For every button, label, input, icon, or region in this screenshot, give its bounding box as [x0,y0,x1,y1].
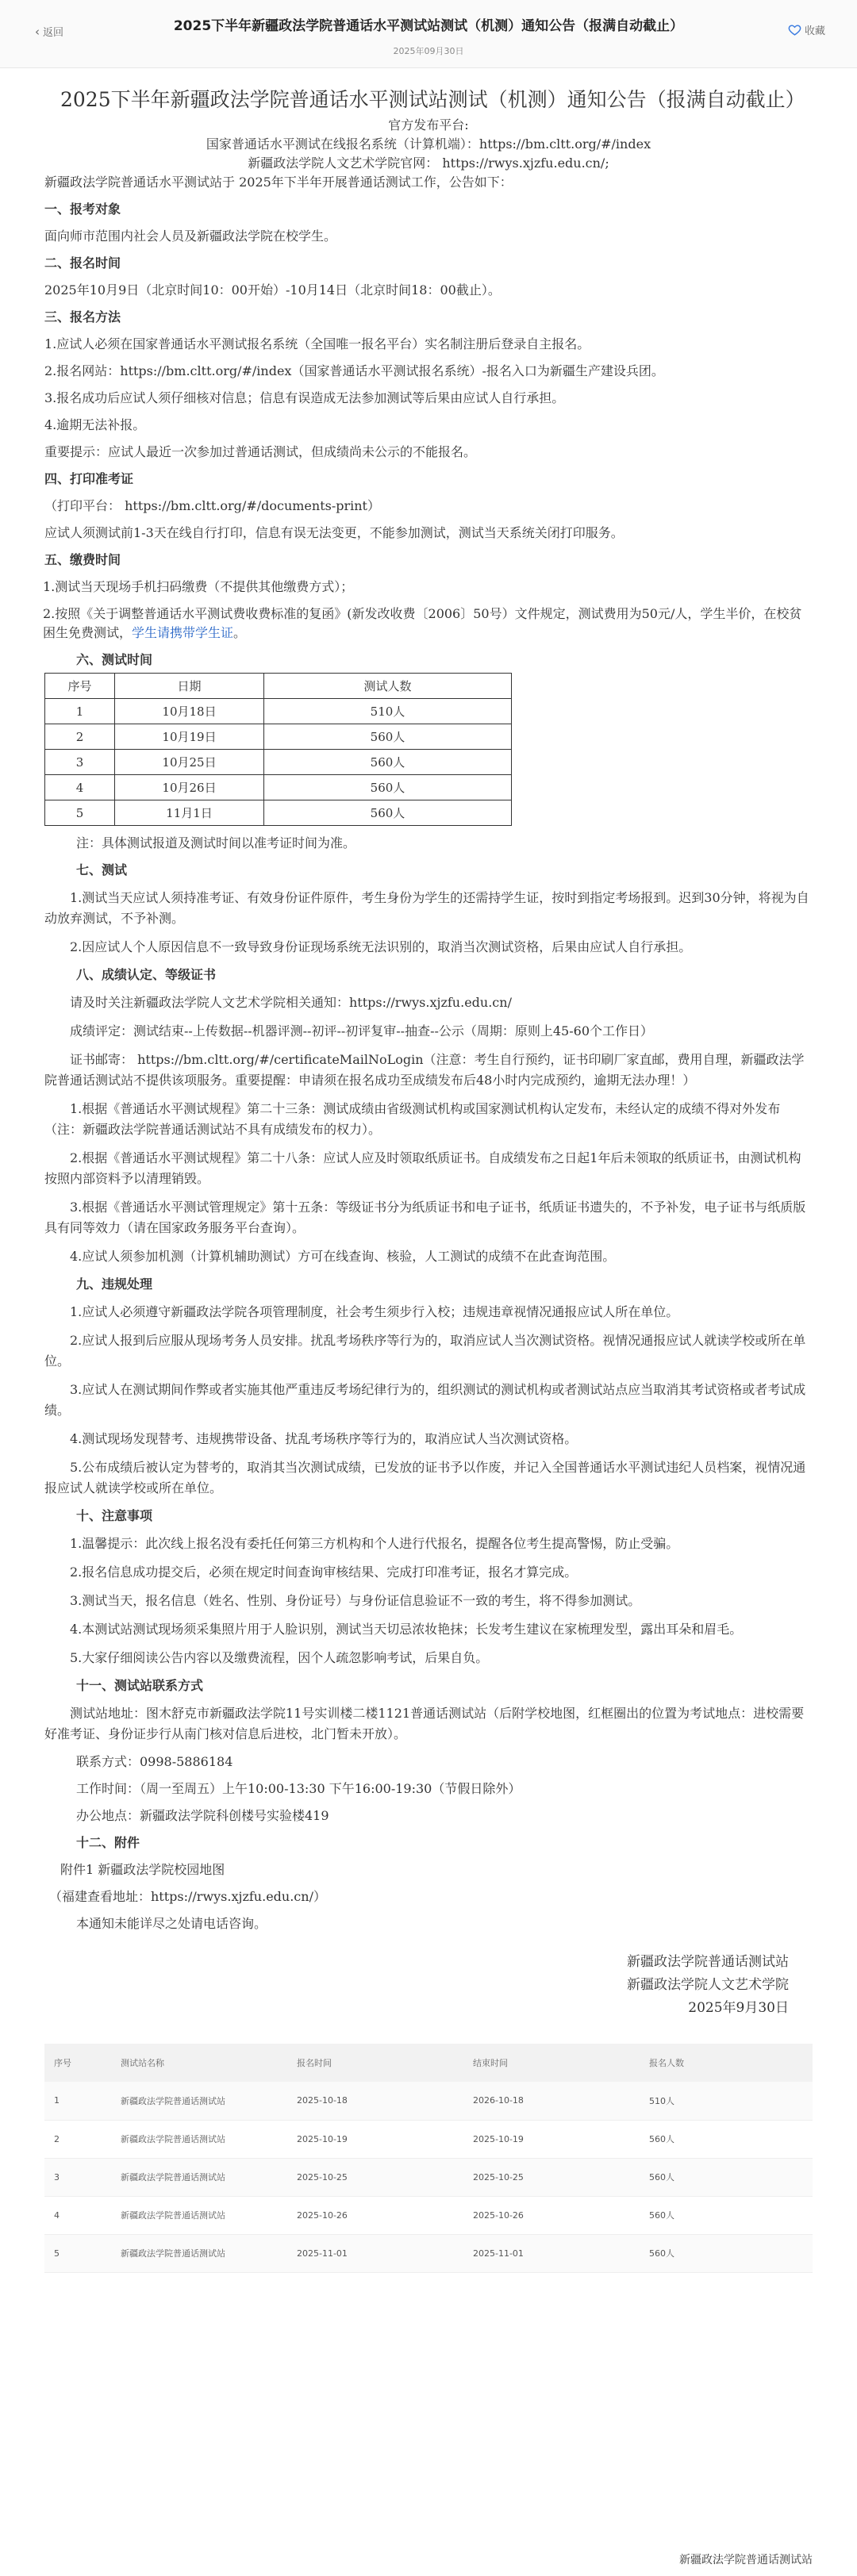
table-cell: 新疆政法学院普通话测试站 [121,2158,297,2196]
data-table-header-cell: 报名人数 [649,2044,813,2082]
section-8-item: 4.应试人须参加机测（计算机辅助测试）方可在线查询、核验，人工测试的成绩不在此查询范围。 [70,1249,616,1264]
back-button[interactable] [35,24,63,39]
schedule-row [45,699,512,724]
section-7-title: 七、测试 [76,862,128,877]
schedule-cell: 10月19日 [115,724,264,750]
schedule-row [45,724,512,750]
header-date: 2025年09月30日 [393,46,464,56]
section-7-item: 2.因应试人个人原因信息不一致导致身份证现场系统无法识别的，取消当次测试资格，后果由应试人自行承担。 [70,939,692,954]
table-row [44,2234,813,2272]
table-cell: 4 [44,2196,121,2234]
section-10-item: 5.大家仔细阅读公告内容以及缴费流程，因个人疏忽影响考试，后果自负。 [70,1650,489,1665]
section-9-title: 九、违规处理 [76,1276,153,1292]
data-table-header-row [44,2044,813,2082]
schedule-header-cell: 序号 [45,674,115,699]
header-title: 2025下半年新疆政法学院普通话水平测试站测试（机测）通知公告（报满自动截止） [173,18,684,34]
table-row [44,2158,813,2196]
table-cell: 2025-10-19 [473,2120,649,2158]
table-cell: 2 [44,2120,121,2158]
schedule-cell: 11月1日 [115,800,264,826]
data-table-header-cell: 结束时间 [473,2044,649,2082]
table-cell: 2025-10-25 [297,2158,473,2196]
section-10-item: 4.本测试站测试现场须采集照片用于人脸识别，测试当天切忌浓妆艳抹；长发考生建议在家梳理发型，露出耳朵和眉毛。 [70,1622,743,1637]
section-9-item: 3.应试人在测试期间作弊或者实施其他严重违反考场纪律行为的，组织测试的测试机构或者测试站点应当取消其考试资格或者考试成绩。 [44,1382,806,1418]
section-5-item-end: 。 [233,625,247,640]
schedule-cell: 560人 [264,750,512,775]
schedule-cell: 10月26日 [115,775,264,800]
table-cell: 2025-10-19 [297,2120,473,2158]
section-8-item[interactable]: 证书邮寄： https://bm.cltt.org/#/certificateMailNoLogin（注意：考生自行预约，证书印刷厂家直邮，费用自理，新疆政法学院普通话测试站不提供该项服务。重要提醒：申请须在报名成功至成绩发布后48小时内完成预约，逾期无法办理！） [44,1052,805,1088]
section-5-item-text: 2.按照《关于调整普通话水平测试费收费标准的复函》(新发改收费〔2006〕50号）文件规定，测试费用为50元/人，学生半价，在校贫困生免费测试， [43,606,802,640]
table-cell: 1 [44,2082,121,2120]
section-6-title: 六、测试时间 [76,652,153,667]
table-cell: 510人 [649,2082,813,2120]
signature-line-1: 新疆政法学院普通话测试站 [627,1954,789,1970]
article-title: 2025下半年新疆政法学院普通话水平测试站测试（机测）通知公告（报满自动截止） [60,88,805,111]
table-cell: 3 [44,2158,121,2196]
section-1-title: 一、报考对象 [44,202,121,217]
section-8-item: 3.根据《普通话水平测试管理规定》第十五条：等级证书分为纸质证书和电子证书，纸质证书遗失的，不予补发，电子证书与纸质版具有同等效力（请在国家政务服务平台查询）。 [44,1200,806,1235]
section-3-item: 3.报名成功后应试人须仔细核对信息；信息有误造成无法参加测试等后果由应试人自行承担。 [44,390,565,405]
schedule-cell: 10月25日 [115,750,264,775]
schedule-header-row [45,674,512,699]
attachment-url[interactable]: （福建查看地址：https://rwys.xjzfu.edu.cn/） [49,1889,326,1904]
back-label: 返回 [43,27,64,39]
registration-data-table [44,2044,813,2273]
section-6-note: 注：具体测试报道及测试时间以准考证时间为准。 [76,835,356,850]
table-cell: 5 [44,2234,121,2272]
section-3-item: 2.报名网站：https://bm.cltt.org/#/index（国家普通话水平测试报名系统）-报名入口为新疆生产建设兵团。 [44,363,664,378]
section-7-item: 1.测试当天应试人须持准考证、有效身份证件原件，考生身份为学生的还需持学生证，按时到指定考场报到。迟到30分钟，将视为自动放弃测试，不予补测。 [44,890,809,926]
schedule-cell: 560人 [264,800,512,826]
table-cell: 2026-10-18 [473,2082,649,2120]
schedule-row [45,750,512,775]
section-9-item: 4.测试现场发现替考、违规携带设备、扰乱考场秩序等行为的，取消应试人当次测试资格。 [70,1431,578,1446]
section-9-item: 1.应试人必须遵守新疆政法学院各项管理制度，社会考生须步行入校；违规违章视情况通报应试人所在单位。 [70,1304,679,1319]
closing-text: 本通知未能详尽之处请电话咨询。 [76,1916,267,1931]
schedule-cell: 2 [45,724,115,750]
section-8-item: 1.根据《普通话水平测试规程》第二十三条：测试成绩由省级测试机构或国家测试机构认定发布，未经认定的成绩不得对外发布（注：新疆政法学院普通话测试站不具有成绩发布的权力）。 [44,1101,781,1137]
section-10-item: 2.报名信息成功提交后，必须在规定时间查询审核结果、完成打印准考证，报名才算完成。 [70,1564,578,1580]
schedule-cell: 3 [45,750,115,775]
table-cell: 2025-10-25 [473,2158,649,2196]
section-9-item: 2.应试人报到后应服从现场考务人员安排。扰乱考场秩序等行为的，取消应试人当次测试资格。视情况通报应试人就读学校或所在单位。 [44,1333,806,1369]
favorite-button[interactable] [788,22,825,37]
schedule-cell: 1 [45,699,115,724]
contact-hours: 工作时间：（周一至周五）上午10:00-13:30 下午16:00-19:30（节假日除外） [76,1781,521,1796]
table-cell: 新疆政法学院普通话测试站 [121,2234,297,2272]
table-cell: 2025-10-26 [473,2196,649,2234]
table-cell: 560人 [649,2120,813,2158]
table-cell: 560人 [649,2158,813,2196]
intro-text: 新疆政法学院普通话水平测试站于 2025年下半年开展普通话测试工作，公告如下： [44,175,513,190]
favorite-label: 收藏 [804,25,825,37]
schedule-table [44,673,512,826]
registration-data-table-wrap [0,2044,857,2273]
table-row [44,2196,813,2234]
section-8-item: 成绩评定：测试结束--上传数据--机器评测--初评--初评复审--抽查--公示（周期：原则上45-60个工作日） [70,1023,654,1038]
section-3-item: 4.逾期无法补报。 [44,417,146,432]
section-8-item: 2.根据《普通话水平测试规程》第二十八条：应试人应及时领取纸质证书。自成绩发布之日起1年后未领取的纸质证书，由测试机构按照内部资料予以清理销毁。 [44,1150,801,1186]
section-5-item [43,605,813,643]
platform-label: 官方发布平台: [388,117,469,132]
section-1-text: 面向师市范围内社会人员及新疆政法学院在校学生。 [44,228,337,244]
section-5-title: 五、缴费时间 [44,552,121,567]
data-table-header-cell: 测试站名称 [121,2044,297,2082]
section-5-item: 1.测试当天现场手机扫码缴费（不提供其他缴费方式）； [43,579,354,594]
schedule-cell: 560人 [264,775,512,800]
table-cell: 新疆政法学院普通话测试站 [121,2196,297,2234]
table-cell: 2025-10-18 [297,2082,473,2120]
signature-block [44,1951,813,2020]
footer-text: 新疆政法学院普通话测试站 [679,2554,813,2566]
section-3-item: 1.应试人必须在国家普通话水平测试报名系统（全国唯一报名平台）实名制注册后登录自主报名。 [44,336,590,351]
table-cell: 560人 [649,2234,813,2272]
section-10-item: 1.温馨提示：此次线上报名没有委托任何第三方机构和个人进行代报名，提醒各位考生提高警惕，防止受骗。 [70,1536,679,1551]
section-2-title: 二、报名时间 [44,255,121,271]
schedule-row [45,775,512,800]
top-bar [0,0,857,68]
schedule-cell: 4 [45,775,115,800]
data-table-header-cell: 序号 [44,2044,121,2082]
schedule-header-cell: 日期 [115,674,264,699]
table-cell: 新疆政法学院普通话测试站 [121,2082,297,2120]
contact-office: 办公地点：新疆政法学院科创楼号实验楼419 [76,1808,329,1823]
contact-address: 测试站地址：图木舒克市新疆政法学院11号实训楼二楼1121普通话测试站（后附学校地图，红框圈出的位置为考试地点：进校需要好准考证、身份证步行从南门核对信息后进校，北门暂未开放）。 [44,1706,805,1741]
schedule-cell: 510人 [264,699,512,724]
table-cell: 560人 [649,2196,813,2234]
section-10-title: 十、注意事项 [76,1508,153,1523]
table-cell: 2025-11-01 [473,2234,649,2272]
platform-line-2[interactable]: 新疆政法学院人文艺术学院官网： https://rwys.xjzfu.edu.cn/; [248,155,609,171]
section-4-title: 四、打印准考证 [44,471,134,486]
schedule-header-cell: 测试人数 [264,674,512,699]
table-cell: 新疆政法学院普通话测试站 [121,2120,297,2158]
table-row [44,2082,813,2120]
section-2-text: 2025年10月9日（北京时间10：00开始）-10月14日（北京时间18：00截止）。 [44,282,501,298]
section-10-item: 3.测试当天，报名信息（姓名、性别、身份证号）与身份证信息验证不一致的考生，将不得参加测试。 [70,1593,641,1608]
section-12-title: 十二、附件 [76,1835,140,1850]
contact-phone: 联系方式：0998-5886184 [76,1754,233,1769]
attachment-link[interactable]: 附件1 新疆政法学院校园地图 [60,1862,225,1877]
section-4-item[interactable]: （打印平台： https://bm.cltt.org/#/documents-print） [44,498,380,513]
section-3-title: 三、报名方法 [44,309,121,324]
signature-line-2: 新疆政法学院人文艺术学院 [627,1977,789,1993]
schedule-cell: 560人 [264,724,512,750]
table-cell: 2025-10-26 [297,2196,473,2234]
section-11-title: 十一、测试站联系方式 [76,1678,204,1693]
platform-line-1[interactable]: 国家普通话水平测试在线报名系统（计算机端）：https://bm.cltt.org/#/index [206,136,651,152]
section-9-item: 5.公布成绩后被认定为替考的，取消其当次测试成绩，已发放的证书予以作废，并记入全国普通话水平测试违纪人员档案，视情况通报应试人就读学校或所在单位。 [44,1460,806,1495]
section-8-title: 八、成绩认定、等级证书 [76,967,217,982]
signature-date: 2025年9月30日 [688,2000,789,2016]
student-card-link[interactable]: 学生请携带学生证 [132,625,234,640]
chevron-left-icon: ‹ [35,24,40,39]
section-8-item[interactable]: 请及时关注新疆政法学院人文艺术学院相关通知：https://rwys.xjzfu.edu.cn/ [70,995,512,1010]
schedule-row [45,800,512,826]
heart-icon [788,23,801,36]
data-table-header-cell: 报名时间 [297,2044,473,2082]
schedule-cell: 10月18日 [115,699,264,724]
schedule-cell: 5 [45,800,115,826]
table-row [44,2120,813,2158]
article-body [0,84,857,2020]
section-3-item: 重要提示：应试人最近一次参加过普通话测试，但成绩尚未公示的不能报名。 [44,444,477,459]
section-4-item: 应试人须测试前1-3天在线自行打印，信息有误无法变更，不能参加测试，测试当天系统关闭打印服务。 [44,525,624,540]
table-cell: 2025-11-01 [297,2234,473,2272]
